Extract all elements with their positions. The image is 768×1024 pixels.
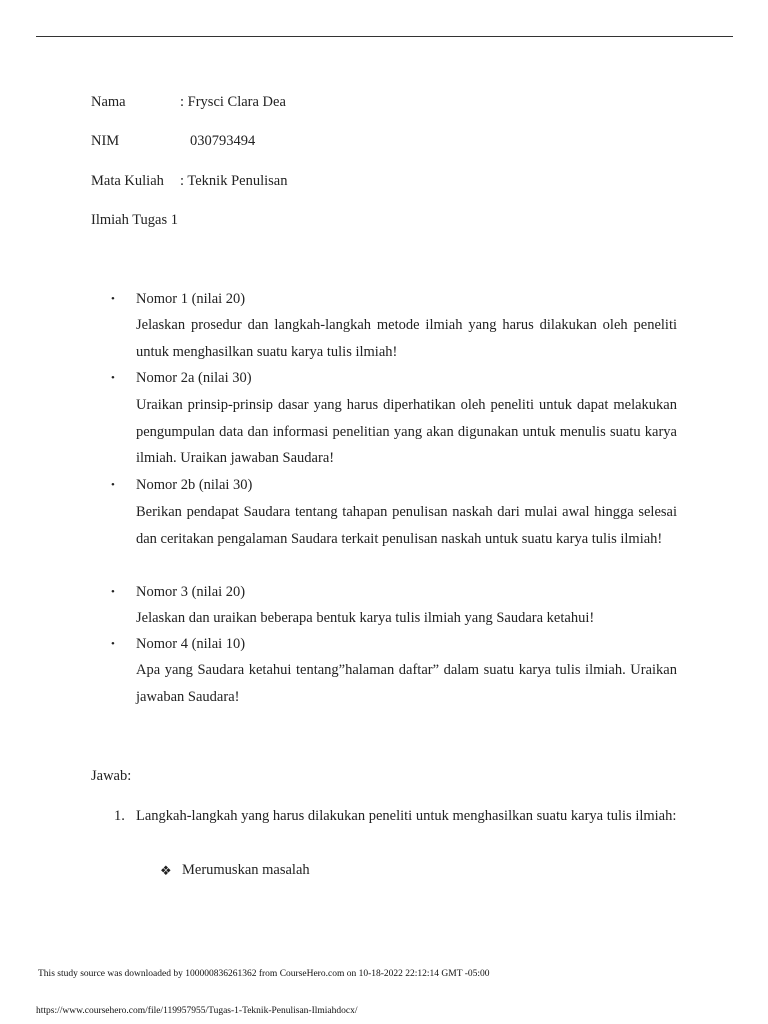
bullet-icon: • — [111, 372, 115, 384]
source-footer: This study source was downloaded by 100000836261362 from CourseHero.com on 10-18-2022 22:12:14 GMT -05:00 — [38, 969, 490, 979]
nim-label: NIM — [91, 133, 120, 149]
question-4-title: Nomor 4 (nilai 10) — [136, 636, 246, 652]
answer-label: Jawab: — [91, 768, 132, 784]
bullet-icon: • — [111, 586, 115, 598]
matkul-label: Mata Kuliah — [91, 173, 164, 189]
question-2b-title: Nomor 2b (nilai 30) — [136, 477, 253, 493]
matkul-value: : Teknik Penulisan — [180, 173, 288, 189]
bullet-icon: • — [111, 293, 115, 305]
question-2a-title: Nomor 2a (nilai 30) — [136, 370, 252, 386]
tugas-title: Ilmiah Tugas 1 — [91, 212, 179, 228]
answer-item-number: 1. — [114, 808, 125, 824]
question-2a-text: Uraikan prinsip-prinsip dasar yang harus diperhatikan oleh peneliti untuk dapat melakukan pengumpulan data dan informasi penelitian yang akan digunakan untuk menulis suatu karya ilmiah. Uraikan jawaban Saudara! — [136, 397, 677, 466]
answer-item-text: Langkah-langkah yang harus dilakukan peneliti untuk menghasilkan suatu karya tulis ilmiah: — [136, 808, 677, 824]
diamond-bullet-icon: ❖ — [160, 863, 172, 878]
question-2b-text: Berikan pendapat Saudara tentang tahapan penulisan naskah dari mulai awal hingga selesai dan ceritakan pengalaman Saudara terkait penulisan naskah untuk suatu karya tulis ilmiah! — [136, 504, 677, 547]
bullet-icon: • — [111, 479, 115, 491]
question-1-title: Nomor 1 (nilai 20) — [136, 291, 246, 307]
nama-value: : Frysci Clara Dea — [180, 94, 286, 110]
source-url-link[interactable]: https://www.coursehero.com/file/119957955/Tugas-1-Teknik-Penulisan-Ilmiahdocx/ — [36, 1006, 358, 1016]
top-rule — [36, 36, 733, 37]
question-1-text: Jelaskan prosedur dan langkah-langkah metode ilmiah yang harus dilakukan oleh peneliti untuk menghasilkan suatu karya tulis ilmiah! — [136, 317, 677, 360]
question-3-title: Nomor 3 (nilai 20) — [136, 584, 246, 600]
answer-sub-item: Merumuskan masalah — [182, 862, 310, 878]
question-3-text: Jelaskan dan uraikan beberapa bentuk karya tulis ilmiah yang Saudara ketahui! — [136, 610, 595, 626]
bullet-icon: • — [111, 638, 115, 650]
nim-value: 030793494 — [190, 133, 256, 149]
nama-label: Nama — [91, 94, 126, 110]
question-4-text: Apa yang Saudara ketahui tentang”halaman daftar” dalam suatu karya tulis ilmiah. Uraikan jawaban Saudara! — [136, 662, 677, 705]
